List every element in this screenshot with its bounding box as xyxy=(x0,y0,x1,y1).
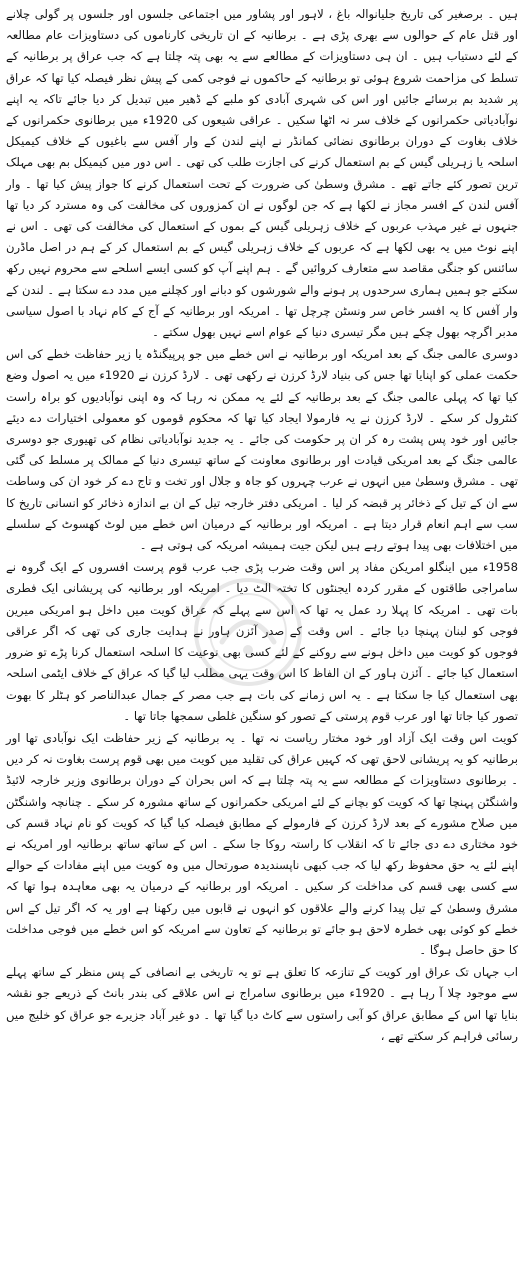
article-paragraph: ہیں ۔ برصغیر کی تاریخ جلیانوالہ باغ ، لاہور اور پشاور میں اجتماعی جلسوں اور جلسوں پر گولی چلانے اور قتل عام کے حوالوں سے بھری پڑی ہے ۔ برطانیہ کے ان تاریخی کارناموں کی دستاویزات عام مطالعہ کے لئے دستیاب ہیں ۔ ان ہی دستاویزات کے مطالعے سے یہ بھی پتہ چلتا ہے کہ جب عراق پر برطانیہ کے تسلط کی مزاحمت شروع ہوئی تو برطانیہ کے حاکموں نے فوجی کمی کے پیش نظر فیصلہ کیا تھا کہ عراق پر شدید بم برسائے جائیں اور اس کی شہری آبادی کو ملبے کے ڈھیر میں تبدیل کر دیا جائے تاکہ یہ اپنے نوآبادیاتی حکمرانوں کے خلاف سر نہ اٹھا سکیں ۔ عراقی شیعوں کی 1920ء میں برطانوی حکمرانوں کے خلاف بغاوت کے دوران برطانوی نضائی کمانڈر نے اپنے لندن کے وار آفس سے باغیوں کے خلاف کیمیکل اسلحہ یا زہریلی گیس کے بم استعمال کرنے کی اجازت طلب کی تھی ۔ اس دور میں کیمیکل بم بھی مہلک ترین تصور کئے جاتے تھے ۔ مشرق وسطیٰ کی ضرورت کے تحت استعمال کرنے کا جواز پیش کیا تھا ۔ وار آفس لندن کے افسر مجاز نے لکھا ہے کہ جن لوگوں نے ان کمزوروں کی مخالفت کی وہ مسترد کر دیا تھا جنہوں نے غیر مہذب عربوں کے خلاف زہریلی گیس کے بموں کے استعمال کی مخالفت کی تھی ۔ اس نے اپنے نوٹ میں یہ بھی لکھا ہے کہ عربوں کے خلاف زہریلی گیس کے بم استعمال کر کے ہم در اصل ماڈرن سائنس کو جنگی مقاصد سے متعارف کروائیں گے ۔ ہم اپنے آپ کو کسی ایسے اسلحے سے محروم نہیں رکھ سکتے جو ہمیں ہماری سرحدوں پر ہونے والے شورشوں کو دبانے اور کچلنے میں مدد دے سکتا ہے ۔ لندن کے وار آفس کا یہ افسر خاص سر ونسٹن چرچل تھا ۔ امریکہ اور برطانیہ کے آج کے کام نہاد با اصول سیاسی مدبر اگرچہ بھول چکے ہیں مگر تیسری دنیا کے عوام اسے نہیں بھول سکتے ۔ xyxy=(6,7,518,340)
article-body xyxy=(6,4,518,1047)
article-paragraph: اب جہاں تک عراق اور کویت کے تنازعہ کا تعلق ہے تو یہ تاریخی بے انصافی کے پس منظر کے ساتھ پہلے سے موجود چلا آ رہا ہے ۔ 1920ء میں برطانوی سامراج نے اس علاقے کی بندر بانٹ کے ذریعے جو نقشہ بنایا تھا اس کے مطابق عراق کو آبی راستوں سے کاٹ دیا گیا تھا ۔ دو غیر آباد جزیرے جو عراق کو خلیج میں رسائی فراہم کر سکتے تھے ، xyxy=(6,965,518,1043)
article-paragraph: کویت اس وقت ایک آزاد اور خود مختار ریاست نہ تھا ۔ یہ برطانیہ کے زیر حفاظت ایک نوآبادی تھا اور برطانیہ کو یہ پریشانی لاحق تھی کہ کہیں عراق کی تقلید میں کویت میں بھی قوم پرست بغاوت نہ کر دیں ۔ برطانوی دستاویزات کے مطالعہ سے یہ پتہ چلتا ہے کہ اس بحران کے دوران برطانوی وزیر خارجہ لائیڈ واشنگٹن پہنچا تھا کہ کویت کو بچانے کے لئے امریکی حکمرانوں کے ساتھ مشورہ کر سکے ۔ چنانچہ واشنگٹن میں صلاح مشورے کے بعد لارڈ کرزن کے فارمولے کے مطابق فیصلہ کیا گیا کہ کویت کو نام نہاد قسم کی خود مختاری دے دی جائے تا کہ انقلاب کا راستہ روکا جا سکے ۔ اس کے ساتھ ساتھ برطانیہ اور امریکہ نے اپنے لئے یہ حق محفوظ رکھ لیا کہ جب کبھی ناپسندیدہ صورتحال میں وہ کویت میں اپنے مفادات کے حوالے سے کسی بھی قسم کی مداخلت کر سکیں ۔ امریکہ اور برطانیہ کے درمیان یہ بھی معاہدہ ہوا تھا کہ مشرق وسطیٰ کے تیل پیدا کرنے والے علاقوں کو انہوں نے قابوں میں رکھنا ہے اور یہ کہ اگر تیل کے اس خطے کو کوئی بھی خطرہ لاحق ہو جائے تو برطانیہ کے تعاون سے امریکہ کو اس خطے میں فوجی مداخلت کا حق حاصل ہوگا ۔ xyxy=(6,730,518,957)
article-paragraph: 1958ء میں اینگلو امریکن مفاد پر اس وقت ضرب پڑی جب عرب قوم پرست افسروں کے ایک گروہ نے سامراجی طاقتوں کے مقرر کردہ ایجنٹوں کا تختہ الٹ دیا ۔ امریکہ اور برطانیہ کی پریشانی ایک فطری بات تھی ۔ امریکہ کا پہلا رد عمل یہ تھا کہ اس سے پہلے کہ عراق کویت میں داخل ہو امریکی میرین فوجی کو لبنان پہنچا دیا جائے ۔ اس وقت کے صدر آئزن ہاور نے ہدایت جاری کی تھی کہ اگر عراقی فوجوں کو کویت میں داخل ہونے سے روکنے کے لئے کسی بھی نوعیت کا اسلحہ استعمال کرنا پڑے تو ضرور استعمال کیا جائے ۔ آئزن ہاور کے ان الفاظ کا اس وقت یہی مطلب لیا گیا کہ عراق کے خلاف ایٹمی اسلحہ بھی استعمال کیا جا سکتا ہے ۔ یہ اس زمانے کی بات ہے جب مصر کے جمال عبدالناصر کو ہٹلر کا بھوت تصور کیا جاتا تھا اور عرب قوم پرستی کے تصور کو سنگین غلطی سمجھا جاتا تھا ۔ xyxy=(6,560,518,723)
article-paragraph: دوسری عالمی جنگ کے بعد امریکہ اور برطانیہ نے اس خطے میں جو پرپیگنڈہ یا زیر حفاظت خطے کی اس حکمت عملی کو اپنایا تھا جس کی بنیاد لارڈ کرزن نے رکھی تھی ۔ لارڈ کرزن نے 1920ء میں یہ اصول وضع کیا تھا کہ پہلی عالمی جنگ کے بعد برطانیہ کے لئے یہ ممکن نہ رہا کہ وہ اپنی نوآبادیوں کو براہ راست کنٹرول کر سکے ۔ لارڈ کرزن نے یہ فارمولا ایجاد کیا تھا کہ محکوم قوموں کو معمولی اختیارات دے دیئے جائیں اور خود پس پشت رہ کر ان پر حکومت کی جائے ۔ یہ جدید نوآبادیاتی نظام کی تھیوری جو دوسری عالمی جنگ کے بعد امریکی قیادت اور برطانوی معاونت کے ساتھ تیسری دنیا کے ممالک پر مسلط کی گئی تھی ۔ مشرق وسطیٰ میں انہوں نے عرب چہروں کو جاہ و جلال اور تخت و تاج دے کر خود ان کی وساطت سے ان کے تیل کے ذخائر پر قبضہ کر لیا ۔ امریکی دفتر خارجہ تیل کے ان بے اندازہ ذخائر کو انسانی تاریخ کا سب سے اہم انعام قرار دیتا ہے ۔ امریکہ اور برطانیہ کے درمیان اس خطے میں لوٹ کھسوٹ کے سلسلے میں اختلافات بھی پیدا ہوتے رہے ہیں لیکن جیت ہمیشہ امریکہ کی ہوتی ہے ۔ xyxy=(6,347,519,553)
